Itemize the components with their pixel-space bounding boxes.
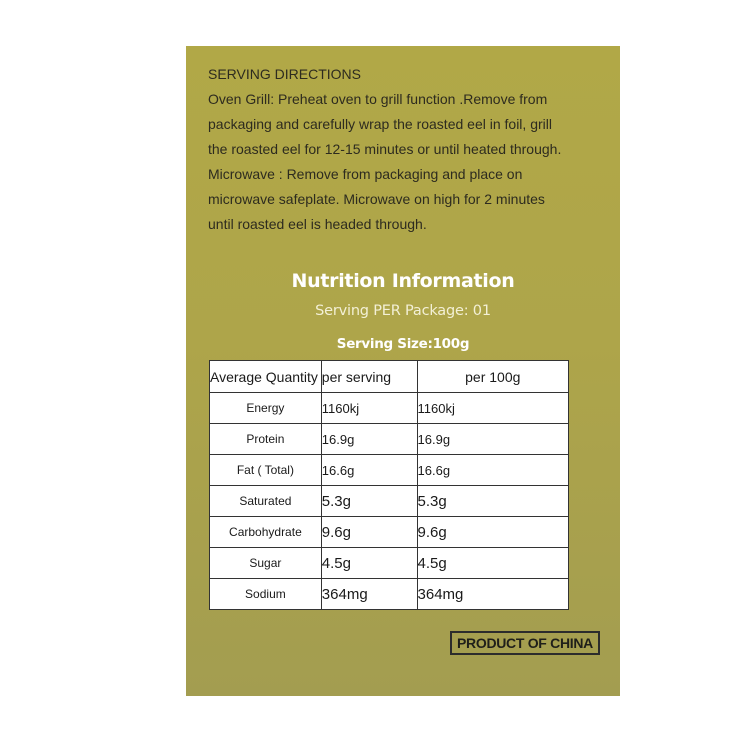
- table-row: [210, 393, 569, 424]
- origin-badge: PRODUCT OF CHINA: [450, 631, 600, 655]
- table-row: [210, 424, 569, 455]
- directions-line: microwave safeplate. Microwave on high for 2 minutes: [208, 191, 545, 207]
- value-per-serving: 9.6g: [321, 517, 417, 548]
- serving-directions: [208, 62, 608, 237]
- header-per-serving: per serving: [321, 361, 417, 393]
- value-per-100g: 16.9g: [417, 424, 568, 455]
- value-per-serving: 1160kj: [321, 393, 417, 424]
- value-per-100g: 9.6g: [417, 517, 568, 548]
- header-per-100g: per 100g: [417, 361, 568, 393]
- nutrient-name: Energy: [210, 393, 322, 424]
- value-per-serving: 4.5g: [321, 548, 417, 579]
- directions-line: the roasted eel for 12-15 minutes or until heated through.: [208, 141, 562, 157]
- nutrient-name: Protein: [210, 424, 322, 455]
- value-per-serving: 5.3g: [321, 486, 417, 517]
- nutrient-name: Sodium: [210, 579, 322, 610]
- serving-size: Serving Size:100g: [336, 336, 470, 352]
- table-row: [210, 486, 569, 517]
- value-per-serving: 364mg: [321, 579, 417, 610]
- value-per-100g: 4.5g: [417, 548, 568, 579]
- header-average-quantity: Average Quantity: [210, 361, 322, 393]
- directions-line: Oven Grill: Preheat oven to grill function .Remove from: [208, 91, 548, 107]
- nutrient-name: Carbohydrate: [210, 517, 322, 548]
- value-per-serving: 16.9g: [321, 424, 417, 455]
- value-per-100g: 5.3g: [417, 486, 568, 517]
- table-header-row: [210, 361, 569, 393]
- nutrient-name: Saturated: [210, 486, 322, 517]
- nutrient-name: Sugar: [210, 548, 322, 579]
- label-panel: [186, 46, 620, 696]
- table-row: [210, 517, 569, 548]
- value-per-100g: 16.6g: [417, 455, 568, 486]
- table-row: [210, 455, 569, 486]
- nutrition-title: Nutrition Information: [291, 270, 515, 292]
- nutrition-table: [209, 360, 569, 610]
- value-per-100g: 1160kj: [417, 393, 568, 424]
- value-per-serving: 16.6g: [321, 455, 417, 486]
- directions-heading: SERVING DIRECTIONS: [208, 66, 361, 82]
- directions-line: packaging and carefully wrap the roasted eel in foil, grill: [208, 116, 552, 132]
- value-per-100g: 364mg: [417, 579, 568, 610]
- nutrient-name: Fat ( Total): [210, 455, 322, 486]
- directions-line: Microwave : Remove from packaging and place on: [208, 166, 523, 182]
- directions-line: until roasted eel is headed through.: [208, 216, 427, 232]
- table-row: [210, 579, 569, 610]
- serving-per-package: Serving PER Package: 01: [315, 303, 491, 319]
- table-row: [210, 548, 569, 579]
